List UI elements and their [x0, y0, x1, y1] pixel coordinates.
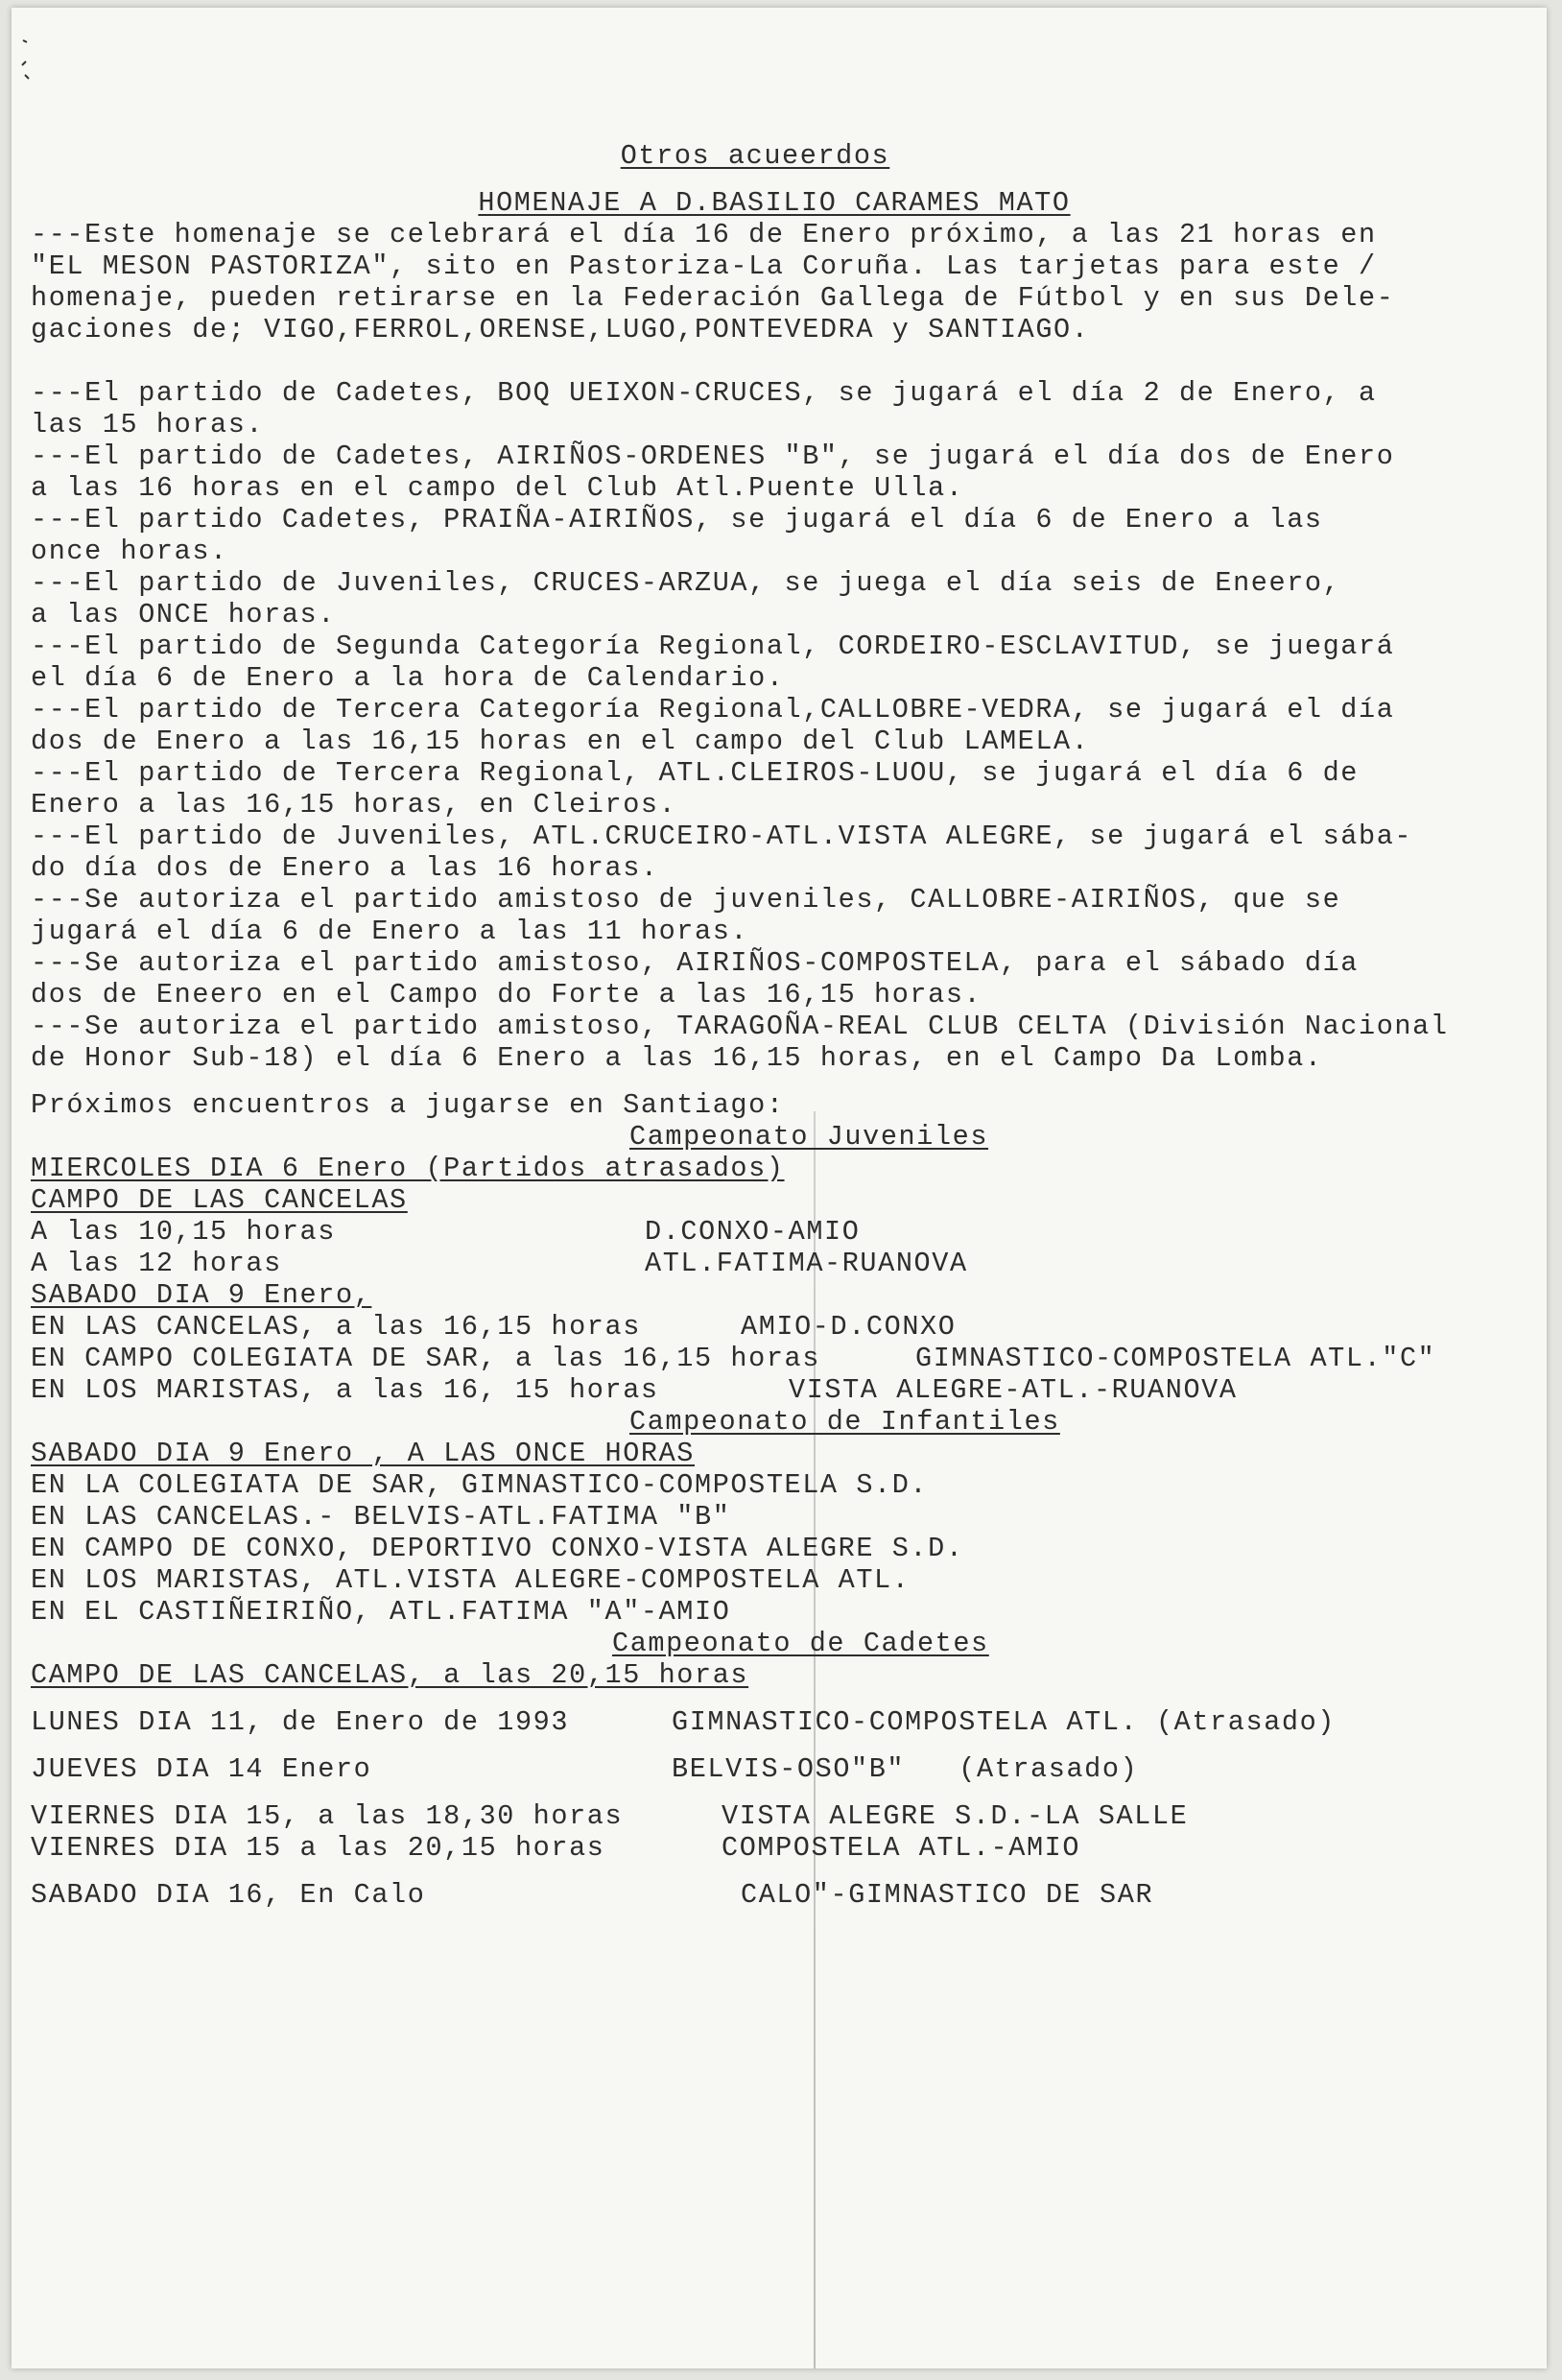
typed-text-body [31, 140, 1547, 1911]
fixture-match: ATL.FATIMA-RUANOVA [645, 1248, 968, 1279]
acuerdo-line: de Honor Sub-18) el día 6 Enero a las 16,15 horas, en el Campo Da Lomba. [31, 1042, 1323, 1074]
fixture-time: A las 12 horas [31, 1248, 282, 1279]
homenaje-line: gaciones de; VIGO,FERROL,ORENSE,LUGO,PONTEVEDRA y SANTIAGO. [31, 314, 1090, 345]
fixture-match: BELVIS-OSO"B" (Atrasado) [672, 1753, 1139, 1785]
fixture-date: SABADO DIA 16, En Calo [31, 1879, 426, 1911]
acuerdo-line: dos de Eneero en el Campo do Forte a las 16,15 horas. [31, 979, 982, 1011]
cadetes-heading: Campeonato de Cadetes [612, 1628, 989, 1659]
fixture-row [31, 1832, 1547, 1864]
acuerdo-line: once horas. [31, 536, 228, 567]
infantiles-fixture: EN CAMPO DE CONXO, DEPORTIVO CONXO-VISTA ALEGRE S.D. [31, 1533, 964, 1564]
fixture-row [31, 1800, 1547, 1832]
infantiles-fixture: EN LOS MARISTAS, ATL.VISTA ALEGRE-COMPOSTELA ATL. [31, 1564, 911, 1596]
acuerdo-line: ---El partido de Tercera Regional, ATL.CLEIROS-LUOU, se jugará el día 6 de [31, 757, 1360, 789]
infantiles-fixture: EN LAS CANCELAS.- BELVIS-ATL.FATIMA "B" [31, 1501, 731, 1533]
fixture-match: CALO"-GIMNASTICO DE SAR [741, 1879, 1154, 1911]
infantiles-fixture: EN EL CASTIÑEIRIÑO, ATL.FATIMA "A"-AMIO [31, 1596, 731, 1628]
fixture-match: COMPOSTELA ATL.-AMIO [722, 1832, 1081, 1864]
cadetes-venue: CAMPO DE LAS CANCELAS, a las 20,15 horas [31, 1659, 749, 1691]
fixture-row [31, 1753, 1547, 1785]
corner-ink-mark-icon [19, 36, 36, 94]
homenaje-line: "EL MESON PASTORIZA", sito en Pastoriza-La Coruña. Las tarjetas para este / [31, 250, 1377, 282]
fixture-row [31, 1216, 1547, 1248]
acuerdo-line: Enero a las 16,15 horas, en Cleiros. [31, 789, 677, 821]
juveniles-date-1: MIERCOLES DIA 6 Enero (Partidos atrasados) [31, 1153, 785, 1184]
document-page [12, 8, 1547, 2368]
fixture-match: GIMNASTICO-COMPOSTELA ATL. (Atrasado) [672, 1706, 1337, 1738]
acuerdo-line: a las 16 horas en el campo del Club Atl.Puente Ulla. [31, 472, 964, 504]
juveniles-date-2: SABADO DIA 9 Enero, [31, 1279, 372, 1311]
fixture-time: EN LAS CANCELAS, a las 16,15 horas [31, 1311, 641, 1343]
acuerdo-line: ---El partido de Segunda Categoría Regional, CORDEIRO-ESCLAVITUD, se juegará [31, 631, 1395, 662]
infantiles-fixture: EN LA COLEGIATA DE SAR, GIMNASTICO-COMPOSTELA S.D. [31, 1469, 929, 1501]
acuerdo-line: las 15 horas. [31, 409, 265, 440]
fixture-row [31, 1311, 1547, 1343]
juveniles-venue-1: CAMPO DE LAS CANCELAS [31, 1184, 408, 1216]
fixture-date: JUEVES DIA 14 Enero [31, 1753, 372, 1785]
juveniles-heading: Campeonato Juveniles [629, 1121, 989, 1153]
fixture-match: AMIO-D.CONXO [741, 1311, 957, 1343]
fixture-row [31, 1248, 1547, 1279]
fixture-row [31, 1343, 1547, 1374]
homenaje-line: homenaje, pueden retirarse en la Federación Gallega de Fútbol y en sus Dele- [31, 282, 1395, 314]
acuerdo-line: el día 6 de Enero a la hora de Calendario. [31, 662, 785, 694]
acuerdo-line: ---Se autoriza el partido amistoso, AIRIÑOS-COMPOSTELA, para el sábado día [31, 947, 1360, 979]
fixture-row [31, 1706, 1547, 1738]
acuerdo-line: ---El partido de Cadetes, AIRIÑOS-ORDENES "B", se jugará el día dos de Enero [31, 440, 1395, 472]
acuerdo-line: ---El partido de Cadetes, BOQ UEIXON-CRUCES, se jugará el día 2 de Enero, a [31, 377, 1377, 409]
fixture-date: VIENRES DIA 15 a las 20,15 horas [31, 1832, 605, 1864]
fixture-match: GIMNASTICO-COMPOSTELA ATL."C" [915, 1343, 1436, 1374]
acuerdo-line: ---El partido de Juveniles, CRUCES-ARZUA, se juega el día seis de Eneero, [31, 567, 1341, 599]
acuerdo-line: a las ONCE horas. [31, 599, 336, 631]
fixture-time: EN LOS MARISTAS, a las 16, 15 horas [31, 1374, 659, 1406]
homenaje-heading: HOMENAJE A D.BASILIO CARAMES MATO [478, 187, 1071, 219]
fixture-match: D.CONXO-AMIO [645, 1216, 861, 1248]
acuerdo-line: ---Se autoriza el partido amistoso de juveniles, CALLOBRE-AIRIÑOS, que se [31, 884, 1341, 916]
acuerdo-line: jugará el día 6 de Enero a las 11 horas. [31, 916, 749, 947]
fixture-date: LUNES DIA 11, de Enero de 1993 [31, 1706, 570, 1738]
fixture-time: EN CAMPO COLEGIATA DE SAR, a las 16,15 horas [31, 1343, 820, 1374]
acuerdos-list [31, 377, 1547, 1074]
infantiles-date: SABADO DIA 9 Enero , A LAS ONCE HORAS [31, 1438, 696, 1469]
infantiles-heading: Campeonato de Infantiles [629, 1406, 1060, 1438]
acuerdo-line: ---Se autoriza el partido amistoso, TARAGOÑA-REAL CLUB CELTA (División Nacional [31, 1011, 1449, 1042]
fixture-date: VIERNES DIA 15, a las 18,30 horas [31, 1800, 624, 1832]
homenaje-paragraph [31, 219, 1547, 345]
homenaje-line: ---Este homenaje se celebrará el día 16 de Enero próximo, a las 21 horas en [31, 219, 1377, 250]
acuerdo-line: ---El partido de Juveniles, ATL.CRUCEIRO-ATL.VISTA ALEGRE, se jugará el sába- [31, 821, 1413, 852]
fixture-row [31, 1374, 1547, 1406]
fixture-time: A las 10,15 horas [31, 1216, 336, 1248]
fixture-row [31, 1879, 1547, 1911]
proximos-section [31, 1089, 1547, 1911]
acuerdo-line: dos de Enero a las 16,15 horas en el campo del Club LAMELA. [31, 726, 1090, 757]
acuerdo-line: ---El partido Cadetes, PRAIÑA-AIRIÑOS, se jugará el día 6 de Enero a las [31, 504, 1323, 536]
acuerdo-line: do día dos de Enero a las 16 horas. [31, 852, 659, 884]
fixture-match: VISTA ALEGRE-ATL.-RUANOVA [789, 1374, 1238, 1406]
acuerdo-line: ---El partido de Tercera Categoría Regional,CALLOBRE-VEDRA, se jugará el día [31, 694, 1395, 726]
fixture-match: VISTA ALEGRE S.D.-LA SALLE [722, 1800, 1189, 1832]
proximos-intro: Próximos encuentros a jugarse en Santiago: [31, 1089, 785, 1121]
document-title: Otros acueerdos [620, 140, 890, 172]
